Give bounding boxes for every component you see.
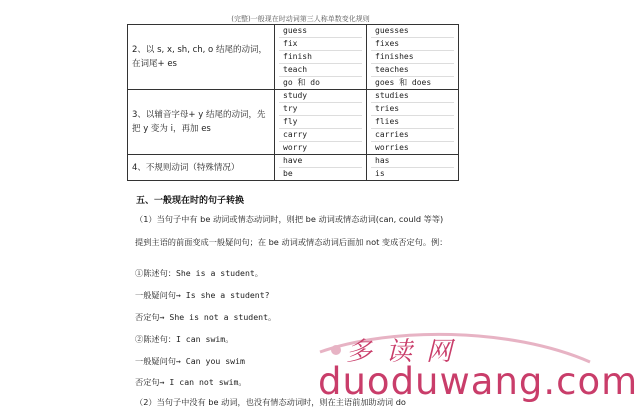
- third-person-verb: flies: [371, 116, 454, 129]
- body-text-line: （2）当句子中没有 be 动词，也没有情态动词时，则在主语前加助动词 do: [135, 397, 406, 407]
- section-title: 五、一般现在时的句子转换: [136, 196, 245, 206]
- table-row: [128, 155, 459, 181]
- third-person-verb: has: [371, 155, 454, 168]
- third-person-verb: goes 和 does: [375, 78, 432, 87]
- third-person-cell: [367, 90, 459, 155]
- third-person-verb: teaches: [371, 64, 454, 77]
- watermark-dot: [331, 345, 341, 355]
- third-person-verb: tries: [371, 103, 454, 116]
- example-negative: 否定句→ She is not a student。: [135, 312, 277, 322]
- base-verb: study: [279, 90, 362, 103]
- example-sentence: ②陈述句：I can swim。: [135, 334, 234, 344]
- rule-description: 3、以辅音字母+ y 结尾的动词，先把 y 变为 i，再加 es: [128, 90, 275, 155]
- table-row: [128, 25, 459, 90]
- base-verb: guess: [279, 25, 362, 38]
- third-person-verb: worries: [375, 143, 409, 152]
- document-header: (完整)一般现在时动词第三人称单数变化规则: [231, 15, 370, 23]
- body-text-line: （1）当句子中有 be 动词或情态动词时，则把 be 动词或情态动词(can, could 等等): [135, 214, 444, 224]
- third-person-verb: carries: [371, 129, 454, 142]
- example-sentence: ①陈述句：She is a student。: [135, 268, 263, 278]
- third-person-verb: is: [375, 169, 385, 178]
- rule-description: 4、不规则动词（特殊情况）: [128, 155, 275, 181]
- example-question: 一般疑问句→ Is she a student?: [135, 290, 270, 300]
- conjugation-rules-table: [127, 24, 459, 181]
- third-person-verb: guesses: [371, 25, 454, 38]
- table-row: [128, 90, 459, 155]
- base-verb: finish: [279, 51, 362, 64]
- third-person-verb: studies: [371, 90, 454, 103]
- base-verb: fix: [279, 38, 362, 51]
- watermark-domain-text: duoduwang.com: [318, 360, 638, 403]
- base-verb: have: [279, 155, 362, 168]
- base-verb: carry: [279, 129, 362, 142]
- body-text-line: 提到主语的前面变成一般疑问句；在 be 动词或情态动词后面加 not 变成否定句。例：: [135, 237, 448, 247]
- base-verb: teach: [279, 64, 362, 77]
- base-verb: try: [279, 103, 362, 116]
- base-verb-cell: [275, 25, 367, 90]
- third-person-cell: [367, 155, 459, 181]
- third-person-cell: [367, 25, 459, 90]
- rule-description: 2、以 s, x, sh, ch, o 结尾的动词，在词尾+ es: [128, 25, 275, 90]
- example-question: 一般疑问句→ Can you swim: [135, 356, 245, 366]
- third-person-verb: finishes: [371, 51, 454, 64]
- base-verb: fly: [279, 116, 362, 129]
- third-person-verb: fixes: [371, 38, 454, 51]
- base-verb-cell: [275, 155, 367, 181]
- base-verb: worry: [283, 143, 308, 152]
- watermark-chinese-text: 多读网: [346, 337, 467, 367]
- base-verb: be: [283, 169, 293, 178]
- base-verb-cell: [275, 90, 367, 155]
- example-negative: 否定句→ I can not swim。: [135, 377, 247, 387]
- base-verb: go 和 do: [283, 78, 320, 87]
